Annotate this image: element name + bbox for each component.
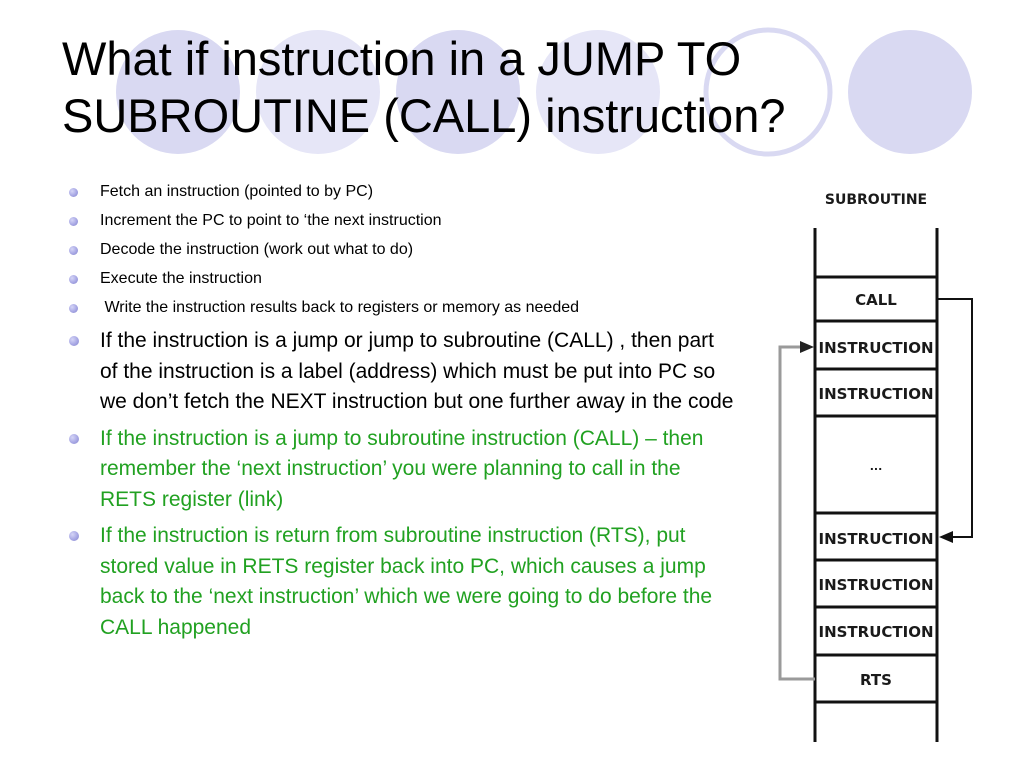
bullet-text: Increment the PC to point to ‘the next instruction <box>100 212 442 229</box>
return-arrow <box>780 347 815 679</box>
title-line-1: What if instruction in a JUMP TO <box>62 32 742 85</box>
call-jump-arrow <box>937 299 972 537</box>
cell-ellipsis: ... <box>869 460 883 473</box>
bullet-text: If the instruction is a jump or jump to subroutine (CALL) , then part of the instruction is a label (address) which must be put into PC so we don’t fetch the NEXT instruction but one further away in the code <box>100 329 734 413</box>
bullet-text: If the instruction is a jump to subroutine instruction (CALL) – then remember the ‘next instruction’ you were planning to call in the RETS register (link) <box>100 426 704 511</box>
return-arrowhead-icon <box>800 341 814 353</box>
cell-instruction: INSTRUCTION <box>818 623 934 641</box>
cell-instruction: INSTRUCTION <box>818 385 934 403</box>
cell-instruction: INSTRUCTION <box>818 576 934 594</box>
title-line-2: SUBROUTINE (CALL) instruction? <box>62 89 786 142</box>
bullet-text: Fetch an instruction (pointed to by PC) <box>100 183 374 200</box>
call-arrowhead-icon <box>939 531 953 543</box>
bullet-text: Write the instruction results back to registers or memory as needed <box>100 299 580 316</box>
cell-rts: RTS <box>860 671 892 689</box>
bullet-text: Execute the instruction <box>100 270 262 287</box>
cell-instruction: INSTRUCTION <box>818 530 934 548</box>
bullet-text: If the instruction is return from subroutine instruction (RTS), put stored value in RETS register back into PC, which causes a jump back to the ‘next instruction’ which we were going to do before the CALL happened <box>100 524 713 639</box>
cell-call: CALL <box>855 291 897 309</box>
bullet-text: Decode the instruction (work out what to do) <box>100 241 414 258</box>
cell-instruction: INSTRUCTION <box>818 339 934 357</box>
diagram-header: SUBROUTINE <box>824 192 928 208</box>
